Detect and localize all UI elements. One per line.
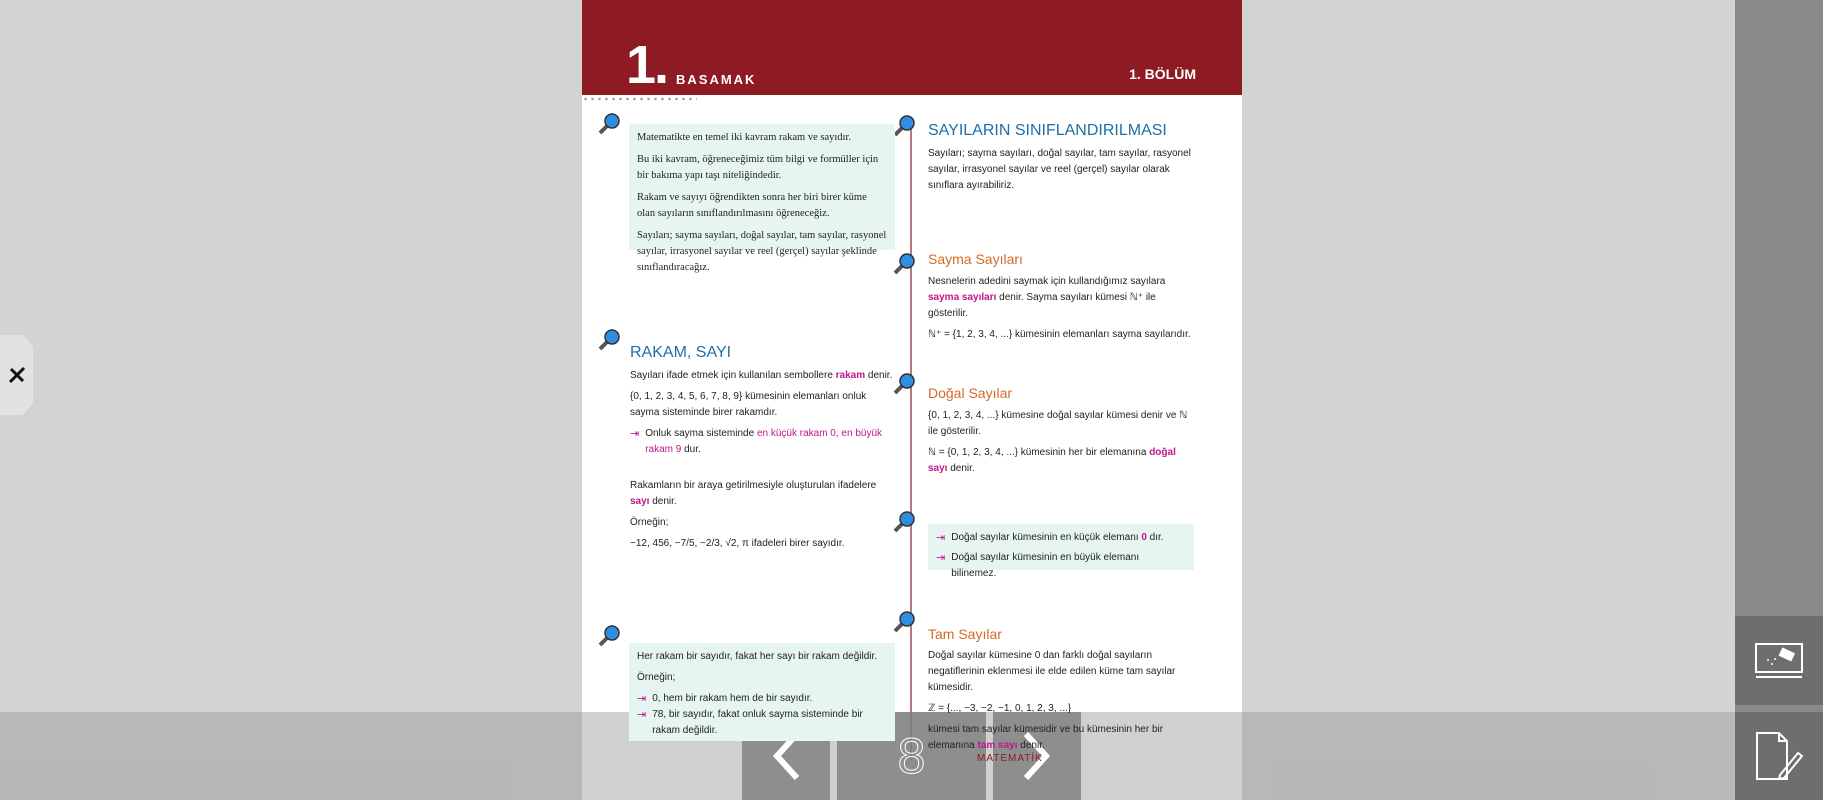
arrow-bullet-icon: ⇥ bbox=[637, 693, 647, 705]
subject-label: MATEMATİK bbox=[977, 753, 1043, 764]
tam-section: Doğal sayılar kümesine 0 dan farklı doğal sayıların negatiflerinin eklenmesi ile elde edilen küme tam sayılar kümesidir. ℤ = {..., −3, −2, −1, 0, 1, 2, 3, ...} kümesi tam sayılar kümesidir ve bu kümesinin her bir elemanına tam sayı denir. bbox=[928, 650, 1176, 751]
intro-text: Bu iki kavram, öğreneceğimiz tüm bilgi ve formüller için bir bakıma yapı taşı niteliğindedir. bbox=[637, 154, 879, 181]
note-box: Her rakam bir sayıdır, fakat her sayı bir rakam değildir. Örneğin; ⇥ 0, hem bir rakam hem de bir sayıdır. ⇥ 78, bir sayıdır, fakat onluk sayma sisteminde bir rakam değildir. bbox=[629, 643, 895, 741]
step-number: 1. bbox=[626, 35, 668, 95]
intro-text: Matematikte en temel iki kavram rakam ve sayıdır. bbox=[637, 132, 852, 143]
dogal-section: {0, 1, 2, 3, 4, ...} kümesine doğal sayılar kümesi denir ve ℕ ile gösterilir. ℕ = {0, 1, 2, 3, 4, ...} kümesinin her bir elemanına doğal sayı denir. bbox=[928, 410, 1188, 474]
rakam-text: {0, 1, 2, 3, 4, 5, 6, 7, 8, 9} kümesinin elemanları onluk sayma sisteminde birer rakamdır. bbox=[630, 391, 867, 418]
example-numbers: −12, 456, −7/5, −2/3, √2, π ifadeleri birer sayıdır. bbox=[630, 538, 845, 549]
ornegin-label: Örneğin; bbox=[630, 517, 669, 528]
eraser-board-icon bbox=[1754, 642, 1804, 680]
rakam-title: RAKAM, SAYI bbox=[630, 344, 732, 361]
dots-decoration bbox=[582, 96, 697, 102]
page-header bbox=[582, 0, 1242, 95]
intro-text: Sayıları; sayma sayıları, doğal sayılar, tam sayılar, rasyonel sayılar, irrasyonel sayılar ve reel (gerçel) sayılar şeklinde sınıflandıracağız. bbox=[637, 230, 887, 273]
magnifier-icon[interactable] bbox=[892, 610, 916, 634]
intro-text: Rakam ve sayıyı öğrendikten sonra her biri birer küme olan sayıların sınıflandırılmasını öğreneceğiz. bbox=[637, 192, 867, 219]
book-page bbox=[582, 0, 1242, 800]
magnifier-icon[interactable] bbox=[597, 624, 621, 648]
tam-title: Tam Sayılar bbox=[928, 626, 1002, 642]
arrow-bullet-icon: ⇥ bbox=[630, 428, 640, 440]
arrow-bullet-icon: ⇥ bbox=[637, 709, 647, 721]
rakam-section: Sayıları ifade etmek için kullanılan sembollere rakam denir. {0, 1, 2, 3, 4, 5, 6, 7, 8, 9} kümesinin elemanları onluk sayma sisteminde birer rakamdır. ⇥ Onluk sayma sisteminde en küçük rakam 0, en büyük rakam 9 dur. Rakamların bir araya getirilmesiyle oluşturulan ifadelere sayı denir. Örneğin; −12, 456, −7/5, −2/3, √2, π ifadeleri birer sayıdır. bbox=[630, 368, 898, 557]
arrow-bullet-icon: ⇥ bbox=[936, 552, 946, 564]
eraser-board-button[interactable] bbox=[1735, 616, 1823, 705]
note-pencil-icon bbox=[1754, 731, 1804, 781]
intro-box bbox=[629, 124, 895, 273]
classification-text: Sayıları; sayma sayıları, doğal sayılar, tam sayılar, rasyonel sayılar, irrasyonel sayılar ve reel (gerçel) sayılar olarak sınıflara ayırabiliriz. bbox=[928, 148, 1191, 191]
section-label: 1. BÖLÜM bbox=[1129, 66, 1196, 82]
tools-tab[interactable] bbox=[0, 335, 33, 415]
dogal-note-box: ⇥ Doğal sayılar kümesinin en küçük elemanı 0 dır. ⇥ Doğal sayılar kümesinin en büyük elemanı bilinemez. bbox=[928, 524, 1194, 570]
column-divider bbox=[910, 120, 912, 760]
arrow-bullet-icon: ⇥ bbox=[936, 532, 946, 544]
magnifier-icon[interactable] bbox=[892, 114, 916, 138]
magnifier-icon[interactable] bbox=[597, 328, 621, 352]
dogal-title: Doğal Sayılar bbox=[928, 385, 1013, 401]
sayma-title: Sayma Sayıları bbox=[928, 251, 1023, 267]
classification-title: SAYILARIN SINIFLANDIRILMASI bbox=[928, 122, 1167, 139]
notes-button[interactable] bbox=[1735, 712, 1823, 800]
ruler-pencil-icon bbox=[8, 366, 26, 384]
page-number: 8 bbox=[897, 728, 926, 784]
magnifier-icon[interactable] bbox=[892, 252, 916, 276]
magnifier-icon[interactable] bbox=[597, 112, 621, 136]
sayma-section: Nesnelerin adedini saymak için kullandığımız sayılara sayma sayıları denir. Sayma sayıları kümesi ℕ⁺ ile gösterilir. ℕ⁺ = {1, 2, 3, 4, ...} kümesinin elemanları sayma sayılarıdır. bbox=[928, 276, 1191, 340]
step-label: BASAMAK bbox=[676, 72, 757, 87]
